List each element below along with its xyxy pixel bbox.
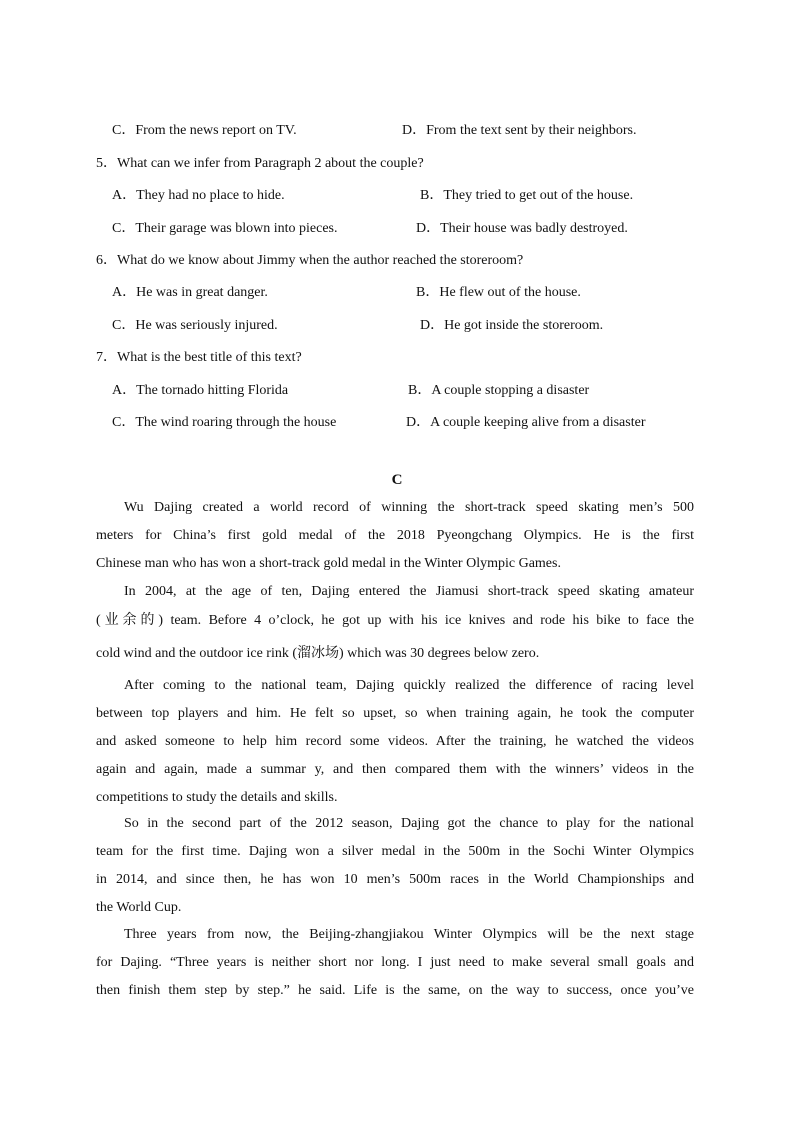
- q6-stem: 6．What do we know about Jimmy when the author reached the storeroom?: [96, 253, 524, 268]
- q4-option-d: D．From the text sent by their neighbors.: [402, 123, 637, 138]
- passage-heading: C: [391, 472, 403, 488]
- paragraph-line: In 2004, at the age of ten, Dajing entered the Jiamusi short-track speed skating amateur: [124, 584, 694, 599]
- paragraph-line: After coming to the national team, Dajing quickly realized the difference of racing level: [124, 678, 694, 693]
- paragraph-line: Chinese man who has won a short-track gold medal in the Winter Olympic Games.: [96, 556, 561, 571]
- q6-option-b: B．He flew out of the house.: [416, 285, 581, 300]
- paragraph-3: [96, 672, 694, 812]
- paragraph-line: competitions to study the details and skills.: [96, 790, 338, 805]
- paragraph-line: again and again, made a summar y, and then compared them with the winners’ videos in the: [96, 762, 694, 777]
- q5-option-d: D．Their house was badly destroyed.: [416, 221, 628, 236]
- q5-option-a: A．They had no place to hide.: [112, 188, 285, 203]
- paragraph-line: team for the first time. Dajing won a silver medal in the 500m in the Sochi Winter Olympics: [96, 844, 694, 859]
- paragraph-4: [96, 810, 694, 922]
- q7-option-a: A．The tornado hitting Florida: [112, 383, 289, 398]
- q5-stem: 5．What can we infer from Paragraph 2 about the couple?: [96, 156, 424, 171]
- q7-stem: 7．What is the best title of this text?: [96, 350, 302, 365]
- paragraph-line: (业余的) team. Before 4 o’clock, he got up with his ice knives and rode his bike to face the: [96, 613, 694, 628]
- q6-option-c: C．He was seriously injured.: [112, 318, 278, 333]
- paragraph-line: between top players and him. He felt so upset, so when training again, he took the computer: [96, 706, 694, 721]
- paragraph-line: then finish them step by step.” he said. Life is the same, on the way to success, once you’ve: [96, 983, 694, 998]
- q4-option-c: C．From the news report on TV.: [112, 123, 297, 138]
- q7-option-b: B．A couple stopping a disaster: [408, 383, 590, 398]
- q5-option-c: C．Their garage was blown into pieces.: [112, 221, 338, 236]
- paragraph-line: and asked someone to help him record some videos. After the training, he watched the videos: [96, 734, 694, 749]
- paragraph-line: in 2014, and since then, he has won 10 men’s 500m races in the World Championships and: [96, 872, 694, 887]
- paragraph-5: [96, 921, 694, 1005]
- paragraph-2: [96, 578, 694, 668]
- paragraph-line: for Dajing. “Three years is neither short nor long. I just need to make several small goals and: [96, 955, 694, 970]
- q7-option-c: C．The wind roaring through the house: [112, 415, 337, 430]
- paragraph-line: the World Cup.: [96, 900, 182, 915]
- q7-option-d: D．A couple keeping alive from a disaster: [406, 415, 646, 430]
- paragraph-line: cold wind and the outdoor ice rink (溜冰场) which was 30 degrees below zero.: [96, 646, 540, 661]
- paragraph-line: meters for China’s first gold medal of the 2018 Pyeongchang Olympics. He is the first: [96, 528, 694, 543]
- q6-option-a: A．He was in great danger.: [112, 285, 268, 300]
- paragraph-line: Three years from now, the Beijing-zhangjiakou Winter Olympics will be the next stage: [124, 927, 694, 942]
- paragraph-line: Wu Dajing created a world record of winning the short-track speed skating men’s 500: [124, 500, 694, 515]
- q6-option-d: D．He got inside the storeroom.: [420, 318, 604, 333]
- q5-option-b: B．They tried to get out of the house.: [420, 188, 634, 203]
- paragraph-line: So in the second part of the 2012 season, Dajing got the chance to play for the national: [124, 816, 694, 831]
- paragraph-1: [96, 494, 694, 578]
